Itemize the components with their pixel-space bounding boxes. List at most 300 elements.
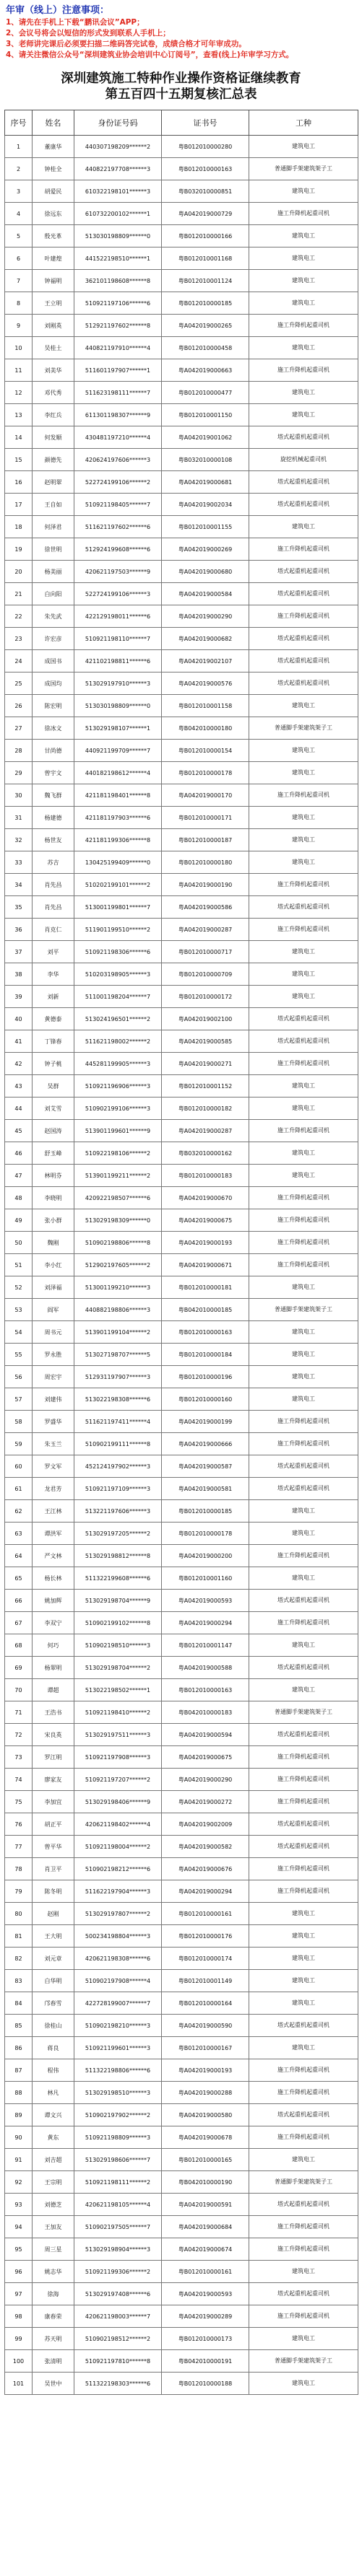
table-row: [5, 471, 358, 494]
seq-cell: 33: [5, 851, 33, 874]
id-number-cell: 513029198704******9: [74, 1590, 162, 1612]
table-row: [5, 628, 358, 650]
id-number-cell: 510902198212******6: [74, 1858, 162, 1880]
id-number-cell: 511621197602******6: [74, 516, 162, 538]
name-cell: 徐世明: [33, 538, 74, 561]
table-row: [5, 650, 358, 673]
header-cert-number: 证书号: [162, 110, 249, 136]
id-number-cell: 513029198309******0: [74, 1209, 162, 1232]
seq-cell: 50: [5, 1232, 33, 1254]
trade-cell: 普通脚手架建筑架子工: [249, 1701, 358, 1724]
trade-cell: 施工升降机起重司机: [249, 919, 358, 941]
id-number-cell: 510902198806******8: [74, 1232, 162, 1254]
cert-number-cell: 粤A042019000290: [162, 1769, 249, 1791]
trade-cell: 塔式起重机起重司机: [249, 1008, 358, 1030]
seq-cell: 93: [5, 2194, 33, 2216]
seq-cell: 9: [5, 315, 33, 337]
seq-cell: 100: [5, 2350, 33, 2373]
id-number-cell: 522724199106******2: [74, 471, 162, 494]
seq-cell: 3: [5, 180, 33, 203]
table-header-row: [5, 110, 358, 136]
trade-cell: 建筑电工: [249, 404, 358, 426]
cert-number-cell: 粤A042019000576: [162, 673, 249, 695]
id-number-cell: 440921199709******7: [74, 740, 162, 762]
notice-line: 4、请关注微信公众号“深圳建筑业协会培训中心订阅号”，查看(线上)年审学习方式。: [6, 51, 294, 59]
name-cell: 吴世中: [33, 2373, 74, 2395]
id-number-cell: 510902198510******3: [74, 1634, 162, 1657]
trade-cell: 塔式起重机起重司机: [249, 426, 358, 449]
seq-cell: 83: [5, 1970, 33, 1992]
name-cell: 曾宇文: [33, 762, 74, 784]
trade-cell: 建筑电工: [249, 2149, 358, 2171]
seq-cell: 92: [5, 2171, 33, 2194]
id-number-cell: 513029197511******3: [74, 1724, 162, 1746]
notice-line: 1、请先在手机上下载“鹏讯会议”APP；: [6, 18, 145, 27]
cert-number-cell: 粤B012010000182: [162, 1098, 249, 1120]
cert-number-cell: 粤A042019000200: [162, 1545, 249, 1567]
seq-cell: 12: [5, 382, 33, 404]
table-row: [5, 941, 358, 963]
trade-cell: 塔式起重机起重司机: [249, 561, 358, 583]
name-cell: 杨翠明: [33, 1657, 74, 1679]
table-row: [5, 561, 358, 583]
name-cell: 阎军: [33, 1299, 74, 1321]
cert-number-cell: 粤B012010000187: [162, 829, 249, 851]
id-number-cell: 445281199905******3: [74, 1053, 162, 1075]
table-row: [5, 1455, 358, 1478]
seq-cell: 54: [5, 1321, 33, 1344]
table-row: [5, 292, 358, 315]
cert-number-cell: 粤B032010000108: [162, 449, 249, 471]
cert-number-cell: 粤B012010001155: [162, 516, 249, 538]
trade-cell: 建筑电工: [249, 292, 358, 315]
cert-number-cell: 粤B012010001160: [162, 1567, 249, 1590]
table-row: [5, 762, 358, 784]
table-row: [5, 1657, 358, 1679]
name-cell: 徐桂山: [33, 2015, 74, 2037]
notice-block: [0, 0, 362, 63]
seq-cell: 19: [5, 538, 33, 561]
cert-number-cell: 粤B012010000178: [162, 1523, 249, 1545]
table-row: [5, 1545, 358, 1567]
cert-number-cell: 粤B012010001147: [162, 1634, 249, 1657]
table-row: [5, 1634, 358, 1657]
seq-cell: 20: [5, 561, 33, 583]
trade-cell: 塔式起重机起重司机: [249, 2015, 358, 2037]
notice-title: 年审（线上）注意事项：: [6, 5, 110, 16]
seq-cell: 91: [5, 2149, 33, 2171]
id-number-cell: 510921198306******6: [74, 941, 162, 963]
cert-number-cell: 粤B012010000185: [162, 292, 249, 315]
name-cell: 殷光革: [33, 225, 74, 247]
name-cell: 何泽君: [33, 516, 74, 538]
table-row: [5, 2350, 358, 2373]
name-cell: 蒋良: [33, 2037, 74, 2059]
seq-cell: 73: [5, 1746, 33, 1769]
id-number-cell: 420621198003******7: [74, 2305, 162, 2328]
name-cell: 谭洪军: [33, 1523, 74, 1545]
table-row: [5, 426, 358, 449]
seq-cell: 90: [5, 2126, 33, 2149]
id-number-cell: 422129198011******6: [74, 605, 162, 628]
cert-number-cell: 粤A042019000586: [162, 896, 249, 919]
id-number-cell: 512924199608******6: [74, 538, 162, 561]
id-number-cell: 420922198507******6: [74, 1187, 162, 1209]
name-cell: 白华明: [33, 1970, 74, 1992]
table-row: [5, 784, 358, 807]
trade-cell: 普通脚手架建筑架子工: [249, 2171, 358, 2194]
seq-cell: 44: [5, 1098, 33, 1120]
id-number-cell: 510921197207******2: [74, 1769, 162, 1791]
trade-cell: 建筑电工: [249, 1500, 358, 1523]
trade-cell: 施工升降机起重司机: [249, 2126, 358, 2149]
seq-cell: 10: [5, 337, 33, 359]
table-row: [5, 1992, 358, 2015]
cert-number-cell: 粤B012010000171: [162, 807, 249, 829]
id-number-cell: 510902199111******8: [74, 1433, 162, 1455]
cert-number-cell: 粤A042019000170: [162, 784, 249, 807]
id-number-cell: 610732200102******1: [74, 203, 162, 225]
id-number-cell: 511001198204******7: [74, 986, 162, 1008]
seq-cell: 26: [5, 695, 33, 717]
seq-cell: 36: [5, 919, 33, 941]
id-number-cell: 420621198308******6: [74, 1948, 162, 1970]
seq-cell: 42: [5, 1053, 33, 1075]
trade-cell: 施工升降机起重司机: [249, 1545, 358, 1567]
name-cell: 罗盛华: [33, 1411, 74, 1433]
table-row: [5, 1746, 358, 1769]
trade-cell: 塔式起重机起重司机: [249, 628, 358, 650]
name-cell: 杨建德: [33, 807, 74, 829]
id-number-cell: 513001199801******7: [74, 896, 162, 919]
cert-number-cell: 粤B012010000280: [162, 136, 249, 158]
cert-number-cell: 粤A042019000590: [162, 2015, 249, 2037]
name-cell: 叶建煌: [33, 247, 74, 270]
table-row: [5, 1858, 358, 1880]
seq-cell: 60: [5, 1455, 33, 1478]
table-row: [5, 516, 358, 538]
id-number-cell: 513029197205******2: [74, 1523, 162, 1545]
name-cell: 李小红: [33, 1254, 74, 1276]
cert-number-cell: 粤A042019000199: [162, 1411, 249, 1433]
cert-number-cell: 粤A042019000272: [162, 1791, 249, 1813]
trade-cell: 普通脚手架建筑架子工: [249, 158, 358, 180]
seq-cell: 62: [5, 1500, 33, 1523]
id-number-cell: 513029198812******8: [74, 1545, 162, 1567]
name-cell: 钟子桃: [33, 1053, 74, 1075]
trade-cell: 建筑电工: [249, 247, 358, 270]
cert-number-cell: 粤A042019000593: [162, 2283, 249, 2305]
trade-cell: 建筑电工: [249, 225, 358, 247]
name-cell: 罗永胜: [33, 1344, 74, 1366]
table-row: [5, 605, 358, 628]
seq-cell: 49: [5, 1209, 33, 1232]
trade-cell: 建筑电工: [249, 740, 358, 762]
trade-cell: 建筑电工: [249, 1321, 358, 1344]
name-cell: 刘吉超: [33, 2149, 74, 2171]
cert-number-cell: 粤B012010000717: [162, 941, 249, 963]
table-row: [5, 2328, 358, 2350]
id-number-cell: 513029198406******9: [74, 1791, 162, 1813]
id-number-cell: 510902198210******3: [74, 2015, 162, 2037]
trade-cell: 建筑电工: [249, 1903, 358, 1925]
cert-number-cell: 粤A042019000675: [162, 1209, 249, 1232]
name-cell: 杨长林: [33, 1567, 74, 1590]
seq-cell: 5: [5, 225, 33, 247]
name-cell: 陈宏明: [33, 695, 74, 717]
cert-number-cell: 粤B042010000191: [162, 2350, 249, 2373]
cert-number-cell: 粤B012010000180: [162, 851, 249, 874]
cert-number-cell: 粤B012010000709: [162, 963, 249, 986]
table-row: [5, 1948, 358, 1970]
seq-cell: 13: [5, 404, 33, 426]
name-cell: 黄德泰: [33, 1008, 74, 1030]
seq-cell: 1: [5, 136, 33, 158]
trade-cell: 建筑电工: [249, 1142, 358, 1165]
table-row: [5, 1276, 358, 1299]
cert-number-cell: 粤B012010000163: [162, 158, 249, 180]
seq-cell: 8: [5, 292, 33, 315]
cert-number-cell: 粤A042019002009: [162, 1813, 249, 1836]
trade-cell: 塔式起重机起重司机: [249, 1455, 358, 1478]
id-number-cell: 362101198608******8: [74, 270, 162, 292]
table-row: [5, 2015, 358, 2037]
table-row: [5, 1053, 358, 1075]
header-id-number: 身份证号码: [74, 110, 162, 136]
trade-cell: 建筑电工: [249, 516, 358, 538]
id-number-cell: 513901199211******2: [74, 1165, 162, 1187]
name-cell: 刘泽福: [33, 1276, 74, 1299]
name-cell: 罗江明: [33, 1746, 74, 1769]
id-number-cell: 513221197606******3: [74, 1500, 162, 1523]
id-number-cell: 452124197902******3: [74, 1455, 162, 1478]
id-number-cell: 510902199102******8: [74, 1612, 162, 1634]
cert-number-cell: 粤B012010000458: [162, 337, 249, 359]
cert-number-cell: 粤B012010000188: [162, 2373, 249, 2395]
notice-line: 3、老师讲完课后必须要扫描二维码答完试卷，成绩合格才可年审成功。: [6, 40, 246, 48]
cert-number-cell: 粤A042019000269: [162, 538, 249, 561]
trade-cell: 建筑电工: [249, 963, 358, 986]
trade-cell: 建筑电工: [249, 2373, 358, 2395]
table-row: [5, 1590, 358, 1612]
name-cell: 苏天明: [33, 2328, 74, 2350]
table-row: [5, 2082, 358, 2104]
id-number-cell: 511623198111******7: [74, 382, 162, 404]
table-row: [5, 1030, 358, 1053]
trade-cell: 施工升降机起重司机: [249, 538, 358, 561]
table-row: [5, 158, 358, 180]
name-cell: 罗文军: [33, 1455, 74, 1478]
seq-cell: 101: [5, 2373, 33, 2395]
seq-cell: 95: [5, 2238, 33, 2261]
id-number-cell: 440182198612******4: [74, 762, 162, 784]
seq-cell: 39: [5, 986, 33, 1008]
seq-cell: 43: [5, 1075, 33, 1098]
cert-number-cell: 粤B042010000185: [162, 1299, 249, 1321]
table-row: [5, 1701, 358, 1724]
cert-number-cell: 粤A042019000680: [162, 561, 249, 583]
cert-number-cell: 粤B012010000161: [162, 2261, 249, 2283]
seq-cell: 72: [5, 1724, 33, 1746]
trade-cell: 施工升降机起重司机: [249, 1254, 358, 1276]
table-row: [5, 2171, 358, 2194]
seq-cell: 16: [5, 471, 33, 494]
name-cell: 肖克仁: [33, 919, 74, 941]
cert-number-cell: 粤A042019000591: [162, 2194, 249, 2216]
trade-cell: 建筑电工: [249, 1970, 358, 1992]
trade-cell: 施工升降机起重司机: [249, 874, 358, 896]
table-row: [5, 225, 358, 247]
trade-cell: 施工升降机起重司机: [249, 203, 358, 225]
id-number-cell: 513901199104******2: [74, 1321, 162, 1344]
trade-cell: 建筑电工: [249, 986, 358, 1008]
trade-cell: 建筑电工: [249, 180, 358, 203]
id-number-cell: 422728199007******7: [74, 1992, 162, 2015]
table-row: [5, 404, 358, 426]
seq-cell: 70: [5, 1679, 33, 1701]
seq-cell: 82: [5, 1948, 33, 1970]
seq-cell: 99: [5, 2328, 33, 2350]
name-cell: 张清明: [33, 2350, 74, 2373]
table-row: [5, 1567, 358, 1590]
trade-cell: 普通脚手架建筑架子工: [249, 2350, 358, 2373]
id-number-cell: 510921197810******8: [74, 2350, 162, 2373]
seq-cell: 30: [5, 784, 33, 807]
name-cell: 赵明翠: [33, 471, 74, 494]
cert-number-cell: 粤B012010000184: [162, 1344, 249, 1366]
table-row: [5, 2126, 358, 2149]
table-row: [5, 2104, 358, 2126]
name-cell: 肖卫平: [33, 1858, 74, 1880]
trade-cell: 普通脚手架建筑架子工: [249, 1299, 358, 1321]
cert-number-cell: 粤A042019002100: [162, 1008, 249, 1030]
cert-number-cell: 粤A042019000294: [162, 1880, 249, 1903]
trade-cell: 旋挖机械起重司机: [249, 449, 358, 471]
cert-number-cell: 粤A042019000580: [162, 2104, 249, 2126]
id-number-cell: 513030198809******0: [74, 225, 162, 247]
trade-cell: 建筑电工: [249, 941, 358, 963]
seq-cell: 77: [5, 1836, 33, 1858]
trade-cell: 施工升降机起重司机: [249, 1791, 358, 1813]
id-number-cell: 611301198307******9: [74, 404, 162, 426]
id-number-cell: 510902197908******4: [74, 1970, 162, 1992]
name-cell: 宋良英: [33, 1724, 74, 1746]
table-row: [5, 1075, 358, 1098]
name-cell: 肖先昌: [33, 874, 74, 896]
id-number-cell: 510902197902******2: [74, 2104, 162, 2126]
trade-cell: 建筑电工: [249, 1567, 358, 1590]
id-number-cell: 513024196501******2: [74, 1008, 162, 1030]
cert-number-cell: 粤B012010000161: [162, 1903, 249, 1925]
cert-number-cell: 粤B012010000173: [162, 2328, 249, 2350]
id-number-cell: 513030198809******0: [74, 695, 162, 717]
id-number-cell: 421181199306******8: [74, 829, 162, 851]
id-number-cell: 510203198905******3: [74, 963, 162, 986]
cert-number-cell: 粤A042019000678: [162, 2126, 249, 2149]
name-cell: 吴群: [33, 1075, 74, 1098]
table-row: [5, 963, 358, 986]
cert-number-cell: 粤A042019000684: [162, 2216, 249, 2238]
table-row: [5, 583, 358, 605]
trade-cell: 塔式起重机起重司机: [249, 650, 358, 673]
table-row: [5, 1299, 358, 1321]
table-row: [5, 1500, 358, 1523]
cert-number-cell: 粤B012010001124: [162, 270, 249, 292]
cert-number-cell: 粤B012010000164: [162, 1992, 249, 2015]
table-row: [5, 136, 358, 158]
name-cell: 肖先昌: [33, 896, 74, 919]
table-row: [5, 270, 358, 292]
cert-number-cell: 粤B012010000196: [162, 1366, 249, 1388]
cert-number-cell: 粤A042019000675: [162, 1746, 249, 1769]
trade-cell: 建筑电工: [249, 807, 358, 829]
id-number-cell: 513001199210******3: [74, 1276, 162, 1299]
seq-cell: 71: [5, 1701, 33, 1724]
name-cell: 钟福明: [33, 270, 74, 292]
name-cell: 徐冰文: [33, 717, 74, 740]
document-title: [0, 71, 362, 102]
id-number-cell: 441522198510******1: [74, 247, 162, 270]
seq-cell: 97: [5, 2283, 33, 2305]
seq-cell: 59: [5, 1433, 33, 1455]
trade-cell: 施工升降机起重司机: [249, 784, 358, 807]
name-cell: 朱先武: [33, 605, 74, 628]
seq-cell: 88: [5, 2082, 33, 2104]
cert-number-cell: 粤A042019000190: [162, 874, 249, 896]
id-number-cell: 610322198101******3: [74, 180, 162, 203]
seq-cell: 38: [5, 963, 33, 986]
seq-cell: 85: [5, 2015, 33, 2037]
name-cell: 白向阳: [33, 583, 74, 605]
title-line-1: 深圳建筑施工特种作业操作资格证继续教育: [61, 71, 301, 86]
name-cell: 刘建伟: [33, 1388, 74, 1411]
name-cell: 胡爱民: [33, 180, 74, 203]
name-cell: 谭文兴: [33, 2104, 74, 2126]
trade-cell: 建筑电工: [249, 2328, 358, 2350]
cert-number-cell: 粤A042019000670: [162, 1187, 249, 1209]
trade-cell: 建筑电工: [249, 382, 358, 404]
trade-cell: 施工升降机起重司机: [249, 1120, 358, 1142]
trade-cell: 施工升降机起重司机: [249, 315, 358, 337]
trade-cell: 建筑电工: [249, 136, 358, 158]
name-cell: 周书元: [33, 1321, 74, 1344]
name-cell: 邓代秀: [33, 382, 74, 404]
seq-cell: 22: [5, 605, 33, 628]
id-number-cell: 420621198105******4: [74, 2194, 162, 2216]
name-cell: 王大明: [33, 1925, 74, 1948]
cert-number-cell: 粤B032010000162: [162, 1142, 249, 1165]
trade-cell: 施工升降机起重司机: [249, 2059, 358, 2082]
seq-cell: 68: [5, 1634, 33, 1657]
seq-cell: 11: [5, 359, 33, 382]
name-cell: 舒玉峰: [33, 1142, 74, 1165]
cert-number-cell: 粤A042019000676: [162, 1858, 249, 1880]
cert-number-cell: 粤A042019001062: [162, 426, 249, 449]
trade-cell: 施工升降机起重司机: [249, 1880, 358, 1903]
seq-cell: 17: [5, 494, 33, 516]
cert-number-cell: 粤A042019000674: [162, 2238, 249, 2261]
table-row: [5, 1388, 358, 1411]
id-number-cell: 513029197807******2: [74, 1903, 162, 1925]
trade-cell: 施工升降机起重司机: [249, 1053, 358, 1075]
trade-cell: 塔式起重机起重司机: [249, 1478, 358, 1500]
table-row: [5, 1366, 358, 1388]
name-cell: 林凡: [33, 2082, 74, 2104]
id-number-cell: 510202199101******2: [74, 874, 162, 896]
id-number-cell: 511621197411******4: [74, 1411, 162, 1433]
table-row: [5, 315, 358, 337]
cert-number-cell: 粤A042019000666: [162, 1433, 249, 1455]
